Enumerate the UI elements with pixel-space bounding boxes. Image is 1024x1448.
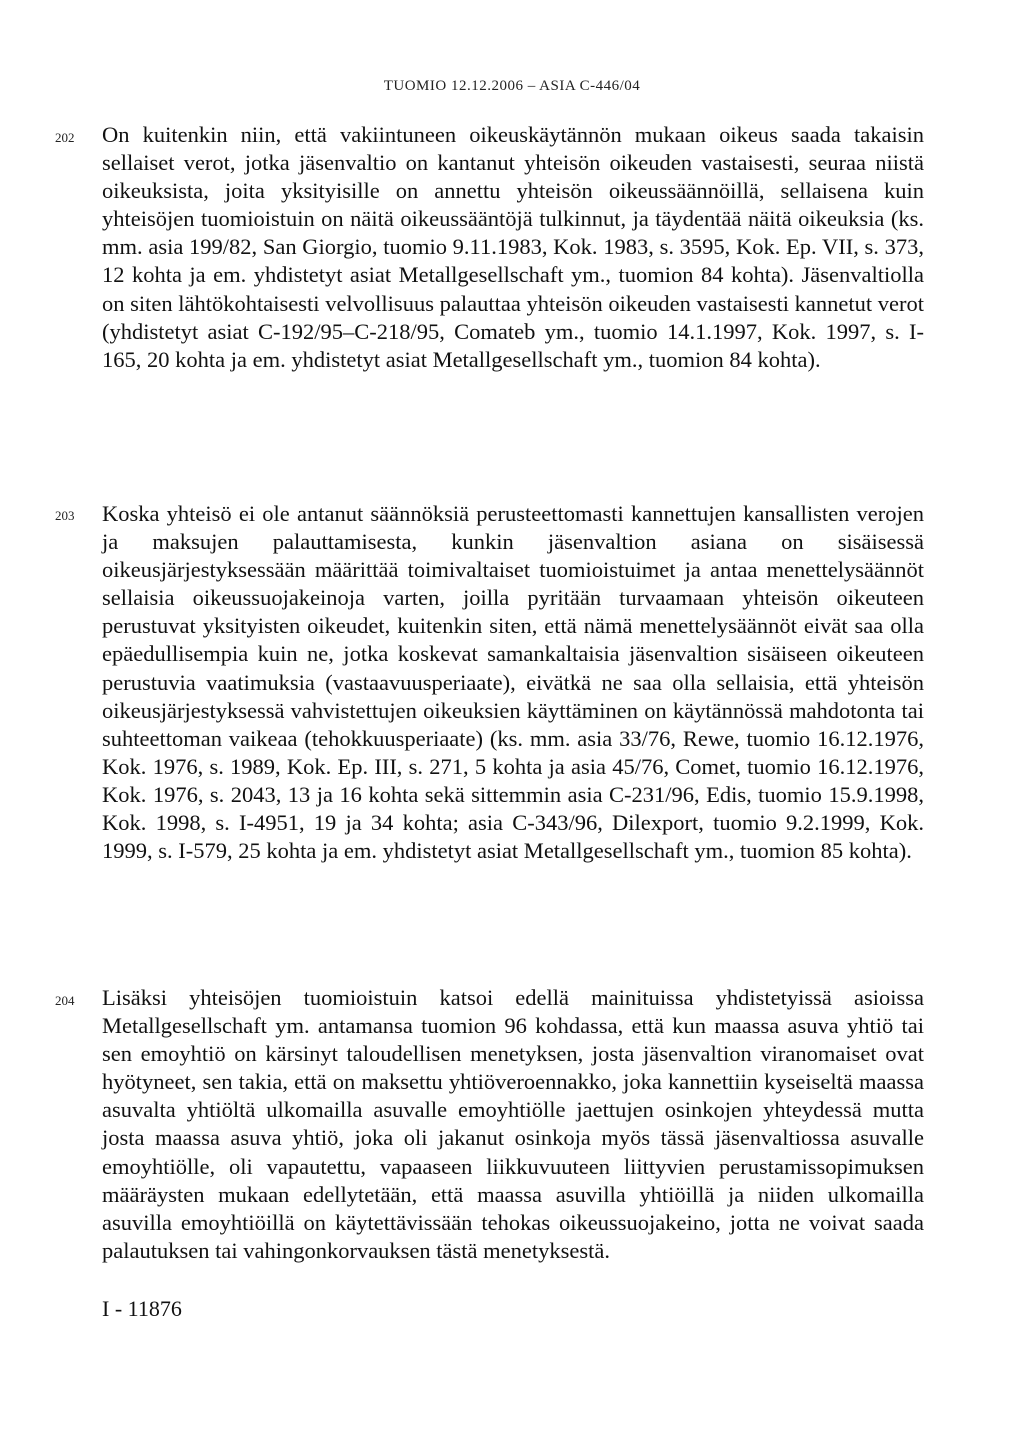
paragraph-number: 203 (55, 508, 75, 523)
paragraph-202 (102, 121, 924, 374)
paragraph-204 (102, 984, 924, 1265)
running-header: TUOMIO 12.12.2006 – ASIA C-446/04 (383, 78, 641, 94)
page-number: I - 11876 (102, 1296, 182, 1321)
paragraph-text: Koska yhteisö ei ole antanut säännöksiä perusteettomasti kannettujen kansallisten verojen ja maksujen palauttamisesta, kunkin jäsenvaltion asiana on sisäisessä oikeusjärjestyksessään määrittää toimivaltaiset tuomioistuimet ja antaa menettelysäännöt sellaisia oikeussuojakeinoja varten, joilla pyritään turvaamaan yhteisön oikeuteen perustuvat yksityisten oikeudet, kuitenkin siten, että nämä menettelysäännöt eivät saa olla epäedullisempia kuin ne, jotka koskevat samankaltaisia jäsenvaltion sisäiseen oikeuteen perustuvia vaatimuksia (vastaavuusperiaate), eivätkä ne saa olla sellaisia, että yhteisön oikeusjärjestyksessä vahvistettujen oikeuksien käyttäminen on käytännössä mahdotonta tai suhteettoman vaikeaa (tehokkuusperiaate) (ks. mm. asia 33/76, Rewe, tuomio 16.12.1976, Kok. 1976, s. 1989, Kok. Ep. III, s. 271, 5 kohta ja asia 45/76, Comet, tuomio 16.12.1976, Kok. 1976, s. 2043, 13 ja 16 kohta sekä sittemmin asia C-231/96, Edis, tuomio 15.9.1998, Kok. 1998, s. I-4951, 19 ja 34 kohta; asia C-343/96, Dilexport, tuomio 9.2.1999, Kok. 1999, s. I-579, 25 kohta ja em. yhdistetyt asiat Metallgesellschaft ym., tuomion 85 kohta). (102, 501, 924, 864)
paragraph-203 (102, 500, 924, 865)
paragraph-number: 204 (55, 993, 75, 1008)
paragraph-number: 202 (55, 130, 75, 145)
paragraph-text: On kuitenkin niin, että vakiintuneen oikeuskäytännön mukaan oikeus saada takaisin sellaiset verot, jotka jäsenvaltio on kantanut yhteisön oikeuden vastaisesti, seuraa niistä oikeuksista, joita yksityisille on annettu yhteisön oikeussäännöillä, sellaisena kuin yhteisöjen tuomioistuin on näitä oikeussääntöjä tulkinnut, ja täydentää näitä oikeuksia (ks. mm. asia 199/82, San Giorgio, tuomio 9.11.1983, Kok. 1983, s. 3595, Kok. Ep. VII, s. 373, 12 kohta ja em. yhdistetyt asiat Metallgesellschaft ym., tuomion 84 kohta). Jäsenvaltiolla on siten lähtökohtaisesti velvollisuus palauttaa yhteisön oikeuden vastaisesti kannetut verot (yhdistetyt asiat C-192/95–C-218/95, Comateb ym., tuomio 14.1.1997, Kok. 1997, s. I-165, 20 kohta ja em. yhdistetyt asiat Metallgesellschaft ym., tuomion 84 kohta). (102, 122, 924, 372)
paragraph-text: Lisäksi yhteisöjen tuomioistuin katsoi edellä mainituissa yhdistetyissä asioissa Metallgesellschaft ym. antamansa tuomion 96 kohdassa, että kun maassa asuva yhtiö tai sen emoyhtiö on kärsinyt taloudellisen menetyksen, josta jäsenvaltion viranomaiset ovat hyötyneet, sen takia, että on maksettu yhtiöveroennakko, joka kannettiin kyseiseltä maassa asuvalta yhtiöltä ulkomailla asuvalle emoyhtiölle jaettujen osinkojen yhteydessä mutta josta maassa asuva yhtiö, joka oli jakanut osinkoja myös tässä jäsenvaltiossa asuvalle emoyhtiölle, oli vapautettu, vapaaseen liikkuvuuteen liittyvien perustamissopimuksen määräysten mukaan edellytetään, että maassa asuvilla yhtiöillä ja niiden ulkomailla asuvilla emoyhtiöillä on käytettävissään tehokas oikeussuojakeino, jotta ne voivat saada palautuksen tai vahingonkorvauksen tästä menetyksestä. (102, 985, 924, 1263)
